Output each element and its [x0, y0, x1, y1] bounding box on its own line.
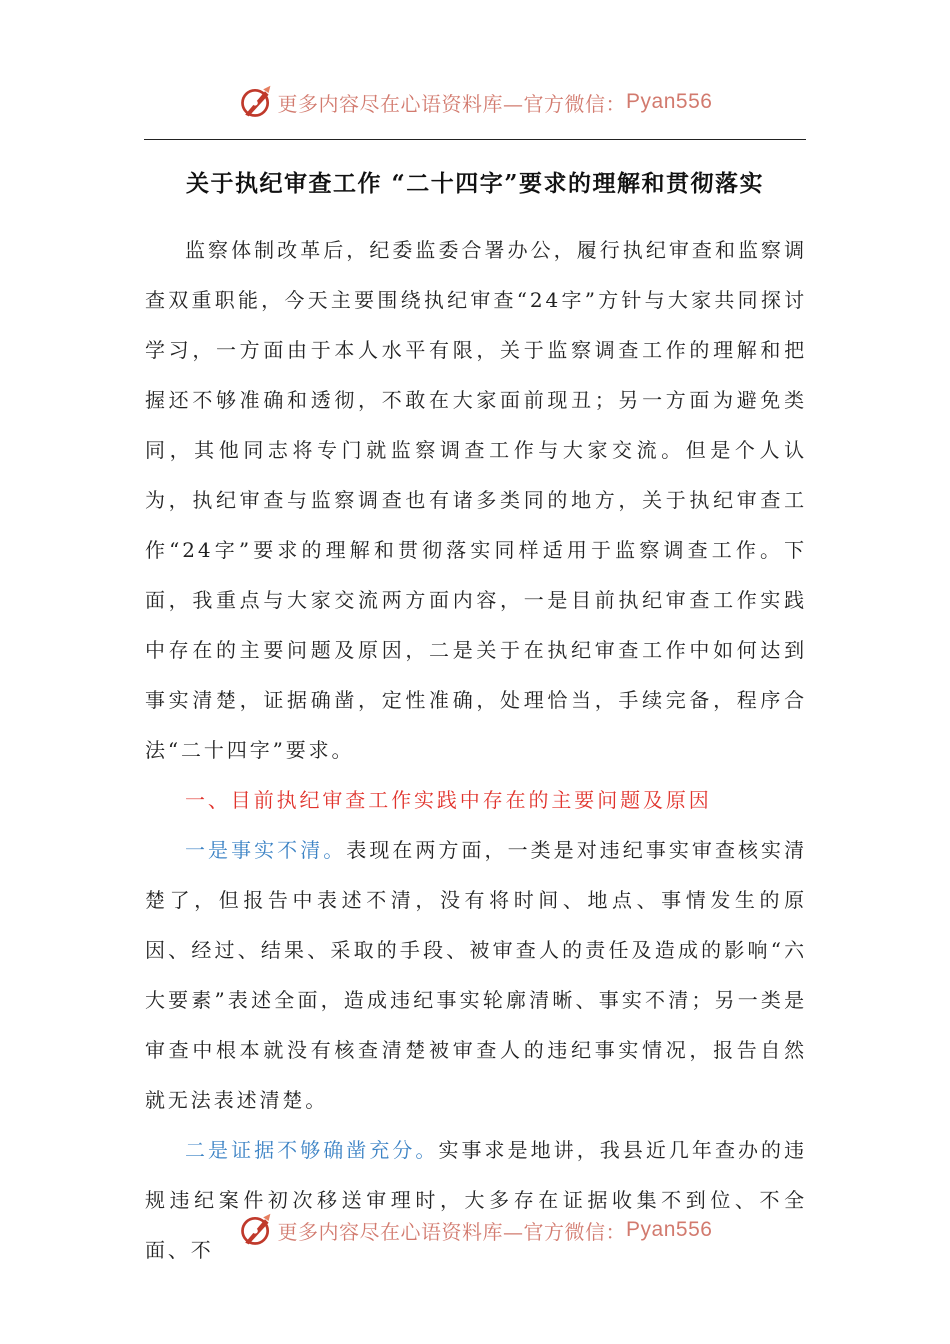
point-paragraph-1 [145, 825, 807, 1125]
header-divider [144, 139, 806, 140]
banner-text: 更多内容尽在心语资料库—官方微信： [277, 91, 627, 116]
intro-paragraph: 监察体制改革后，纪委监委合署办公，履行执纪审查和监察调查双重职能，今天主要围绕执纪审查“24字”方针与大家共同探讨学习，一方面由于本人水平有限，关于监察调查工作的理解和把握还不够准确和透彻，不敢在大家面前现丑；另一方面为避免类同，其他同志将专门就监察调查工作与大家交流。但是个人认为，执纪审查与监察调查也有诸多类同的地方，关于执纪审查工作“24字”要求的理解和贯彻落实同样适用于监察调查工作。下面，我重点与大家交流两方面内容，一是目前执纪审查工作实践中存在的主要问题及原因，二是关于在执纪审查工作中如何达到事实清楚，证据确凿，定性准确，处理恰当，手续完备，程序合法“二十四字”要求。 [145, 238, 807, 762]
wechat-id: Pyan556 [626, 90, 713, 113]
document-title: 关于执纪审查工作 “二十四字”要求的理解和贯彻落实 [186, 170, 764, 197]
footer-banner [0, 1210, 950, 1250]
point-lead-1: 一是事实不清。 [185, 838, 347, 862]
pen-logo-icon [238, 84, 274, 120]
wechat-id: Pyan556 [626, 1218, 713, 1241]
banner-text: 更多内容尽在心语资料库—官方微信： [277, 1219, 627, 1244]
pen-logo-icon [238, 1212, 274, 1248]
point-lead-2: 二是证据不够确凿充分。 [185, 1138, 439, 1162]
header-banner [0, 82, 950, 122]
point-paragraph-2 [145, 1125, 807, 1275]
document-body [145, 225, 807, 1275]
point-body-1: 表现在两方面，一类是对违纪事实审查核实清楚了，但报告中表述不清，没有将时间、地点、事情发生的原因、经过、结果、采取的手段、被审查人的责任及造成的影响“六大要素”表述全面，造成违纪事实轮廓清晰、事实不清；另一类是审查中根本就没有核查清楚被审查人的违纪事实情况，报告自然就无法表述清楚。 [145, 838, 807, 1112]
point-body-2: 实事求是地讲，我县近几年查办的违规违纪案件初次移送审理时，大多存在证据收集不到位、不全面、不 [145, 1138, 807, 1262]
section-heading: 一、目前执纪审查工作实践中存在的主要问题及原因 [185, 788, 712, 812]
